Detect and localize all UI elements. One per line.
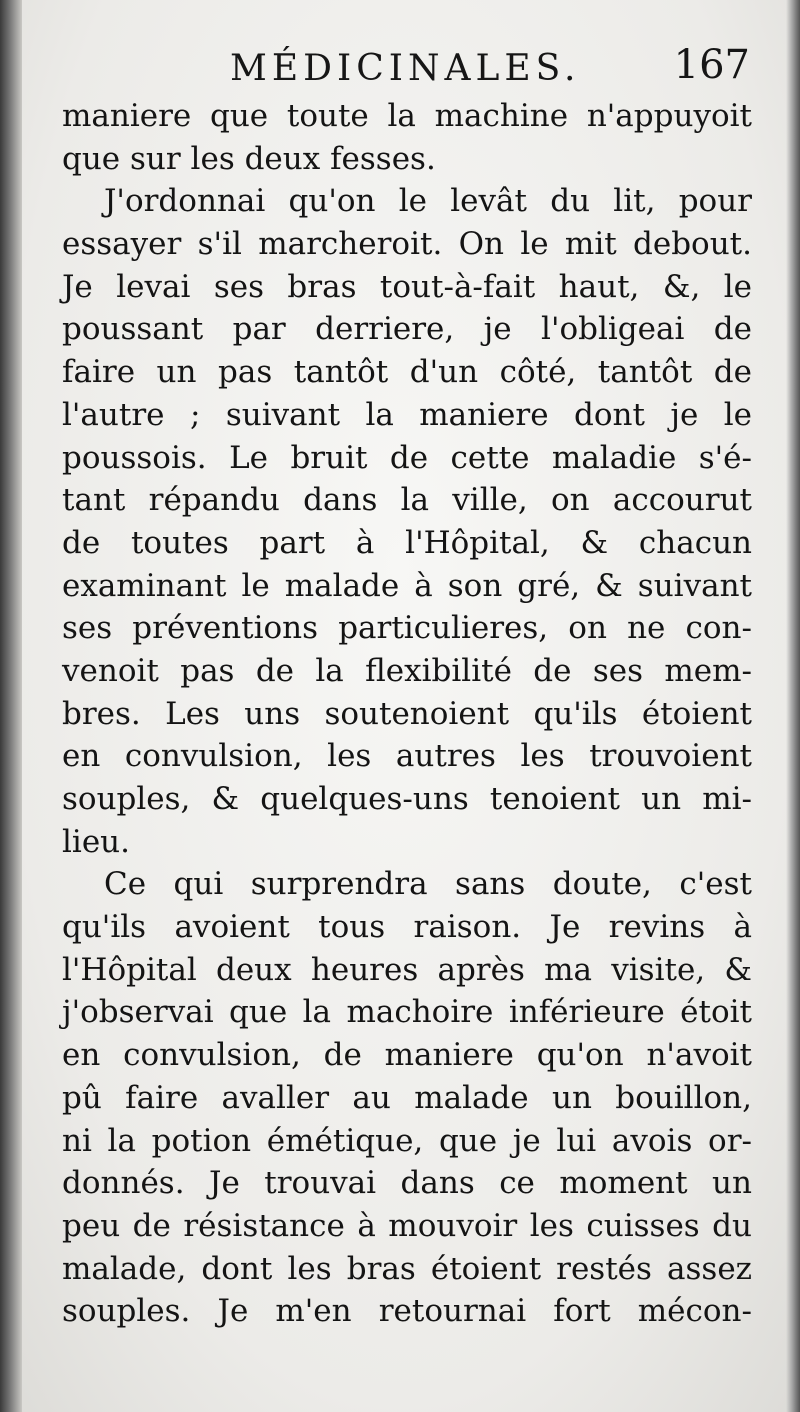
- text-line: venoit pas de la flexibilité de ses mem-: [62, 652, 752, 689]
- text-line: l'Hôpital deux heures après ma visite, &: [62, 951, 752, 988]
- text-line: ni la potion émétique, que je lui avois or-: [62, 1122, 752, 1159]
- page-number: 167: [673, 42, 750, 88]
- text-line: tant répandu dans la ville, on accourut: [62, 482, 752, 519]
- text-line: maniere que toute la machine n'appuyoit: [62, 98, 752, 134]
- body-text: [62, 95, 752, 1333]
- text-line: de toutes part à l'Hôpital, & chacun: [62, 524, 752, 561]
- text-line: que sur les deux fesses.: [62, 140, 436, 177]
- text-line: poussant par derriere, je l'obligeai de: [62, 311, 752, 348]
- text-line: en convulsion, les autres les trouvoient: [62, 738, 752, 775]
- text-line: peu de résistance à mouvoir les cuisses du: [62, 1207, 752, 1244]
- text-line: essayer s'il marcheroit. On le mit debout.: [62, 226, 752, 263]
- text-line: ses préventions particulieres, on ne con-: [62, 610, 752, 647]
- running-head: [60, 40, 750, 100]
- text-line: l'autre ; suivant la maniere dont je le: [62, 396, 752, 433]
- text-line: poussois. Le bruit de cette maladie s'é-: [62, 439, 752, 476]
- page-right-edge-shadow: [786, 0, 800, 1412]
- running-title: MÉDICINALES.: [230, 48, 581, 89]
- text-line: j'observai que la machoire inférieure étoit: [62, 994, 752, 1031]
- page-left-edge-shadow: [0, 0, 22, 1412]
- text-line: J'ordonnai qu'on le levât du lit, pour: [104, 183, 752, 220]
- text-line: examinant le malade à son gré, & suivant: [62, 567, 752, 604]
- text-line: Ce qui surprendra sans doute, c'est: [104, 866, 752, 903]
- text-line: qu'ils avoient tous raison. Je revins à: [62, 909, 752, 946]
- text-line: faire un pas tantôt d'un côté, tantôt de: [62, 354, 752, 391]
- text-line: bres. Les uns soutenoient qu'ils étoient: [62, 695, 752, 732]
- text-line: souples. Je m'en retournai fort mécon-: [62, 1293, 752, 1330]
- text-line: pû faire avaller au malade un bouillon,: [62, 1079, 752, 1116]
- text-line: en convulsion, de maniere qu'on n'avoit: [62, 1037, 752, 1074]
- text-line: donnés. Je trouvai dans ce moment un: [62, 1165, 752, 1202]
- text-line: souples, & quelques-uns tenoient un mi-: [62, 781, 752, 817]
- text-line: malade, dont les bras étoient restés assez: [62, 1250, 752, 1287]
- text-line: lieu.: [62, 823, 130, 860]
- text-line: Je levai ses bras tout-à-fait haut, &, le: [62, 268, 752, 305]
